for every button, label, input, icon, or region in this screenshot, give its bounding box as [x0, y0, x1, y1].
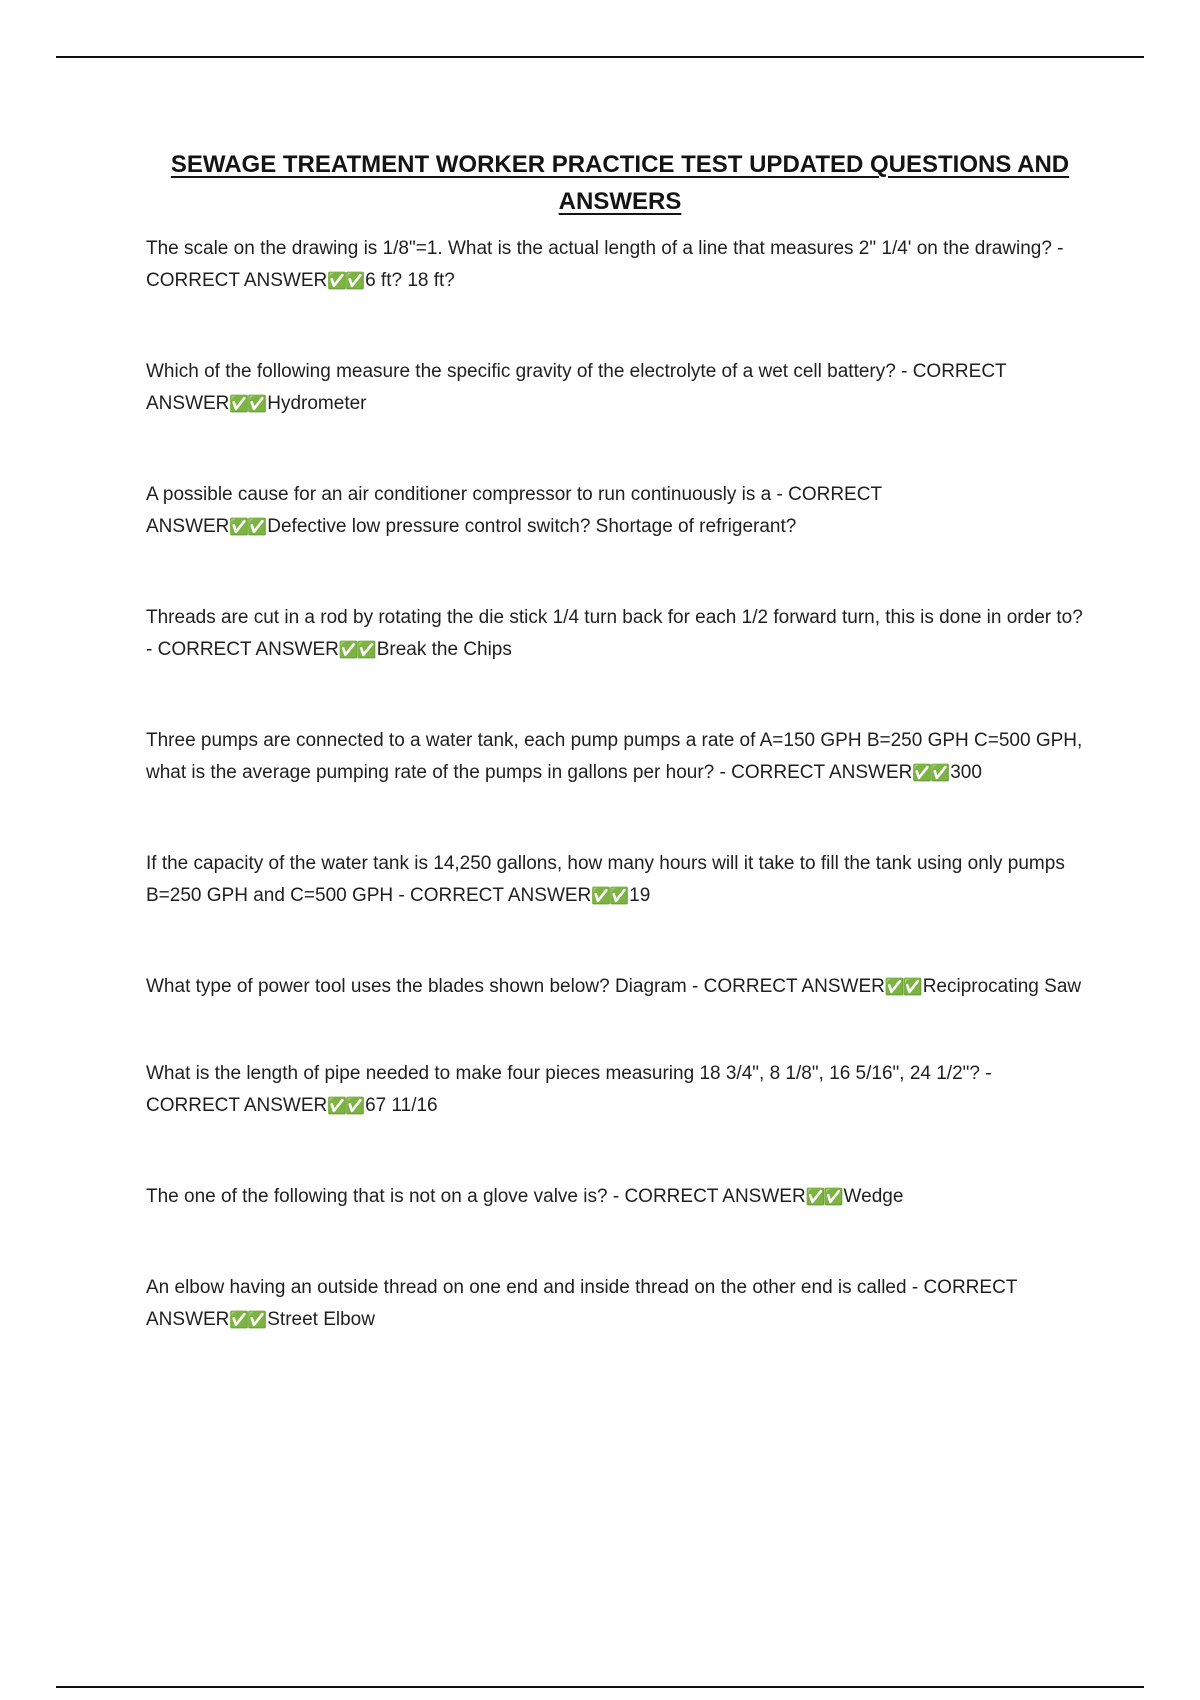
- top-rule: [56, 56, 1144, 58]
- qa-item-4: [146, 602, 1086, 666]
- answer-marker: CORRECT ANSWER: [410, 885, 592, 906]
- question-text: If the capacity of the water tank is 14,250 gallons, how many hours will it take to fill the tank using only pumps B=250 GPH and C=500 GPH -: [146, 853, 1065, 906]
- answer-marker: CORRECT ANSWER: [731, 762, 913, 783]
- qa-item-6: [146, 848, 1086, 912]
- answer-text: Defective low pressure control switch? Shortage of refrigerant?: [267, 516, 797, 537]
- answer-marker: CORRECT ANSWER: [624, 1186, 806, 1207]
- answer-marker: CORRECT ANSWER: [146, 1095, 328, 1116]
- answer-text: Wedge: [843, 1186, 904, 1207]
- double-check-icon: ✅✅: [338, 640, 375, 659]
- answer-text: 300: [950, 762, 982, 783]
- qa-item-3: [146, 479, 1086, 543]
- answer-text: Reciprocating Saw: [922, 976, 1082, 997]
- qa-item-10: [146, 1272, 1086, 1336]
- qa-item-7: [146, 971, 1086, 1003]
- double-check-icon: ✅✅: [229, 517, 266, 536]
- double-check-icon: ✅✅: [229, 394, 266, 413]
- double-check-icon: ✅✅: [912, 763, 949, 782]
- answer-marker: CORRECT ANSWER: [703, 976, 885, 997]
- qa-item-8: [146, 1058, 1086, 1122]
- double-check-icon: ✅✅: [805, 1187, 842, 1206]
- answer-text: Street Elbow: [267, 1309, 375, 1330]
- double-check-icon: ✅✅: [229, 1310, 266, 1329]
- answer-marker: CORRECT ANSWER: [157, 639, 339, 660]
- question-text: What type of power tool uses the blades shown below? Diagram -: [146, 976, 704, 997]
- question-text: Three pumps are connected to a water tank, each pump pumps a rate of A=150 GPH B=250 GPH C=500 GPH, what is the average pumping rate of the pumps in gallons per hour? -: [146, 730, 1083, 783]
- double-check-icon: ✅✅: [884, 977, 921, 996]
- qa-item-5: [146, 725, 1086, 789]
- answer-marker: CORRECT ANSWER: [146, 484, 882, 537]
- answer-text: 67 11/16: [365, 1095, 438, 1116]
- answer-text: 6 ft? 18 ft?: [365, 270, 455, 291]
- bottom-rule: [56, 1686, 1144, 1688]
- answer-marker: CORRECT ANSWER: [146, 1277, 1018, 1330]
- question-text: Which of the following measure the specific gravity of the electrolyte of a wet cell battery? -: [146, 361, 913, 382]
- question-text: What is the length of pipe needed to make four pieces measuring 18 3/4", 8 1/8", 16 5/16", 24 1/2"? -: [146, 1063, 992, 1084]
- answer-marker: CORRECT ANSWER: [146, 270, 328, 291]
- question-text: The one of the following that is not on a glove valve is? -: [146, 1186, 625, 1207]
- qa-item-2: [146, 356, 1086, 420]
- question-text: Threads are cut in a rod by rotating the die stick 1/4 turn back for each 1/2 forward turn, this is done in order to? -: [146, 607, 1083, 660]
- answer-marker: CORRECT ANSWER: [146, 361, 1007, 414]
- qa-item-9: [146, 1181, 1086, 1213]
- question-text: A possible cause for an air conditioner compressor to run continuously is a -: [146, 484, 789, 505]
- answer-text: 19: [629, 885, 651, 906]
- answer-text: Break the Chips: [376, 639, 512, 660]
- double-check-icon: ✅✅: [327, 1096, 364, 1115]
- question-text: The scale on the drawing is 1/8"=1. What is the actual length of a line that measures 2" 1/4' on the drawing? -: [146, 238, 1064, 259]
- document-title: SEWAGE TREATMENT WORKER PRACTICE TEST UPDATED QUESTIONS AND ANSWERS: [170, 151, 1070, 215]
- double-check-icon: ✅✅: [591, 886, 628, 905]
- double-check-icon: ✅✅: [327, 271, 364, 290]
- answer-text: Hydrometer: [267, 393, 367, 414]
- question-text: An elbow having an outside thread on one end and inside thread on the other end is called -: [146, 1277, 924, 1298]
- qa-item-1: [146, 233, 1086, 297]
- qa-list: [146, 233, 1086, 1395]
